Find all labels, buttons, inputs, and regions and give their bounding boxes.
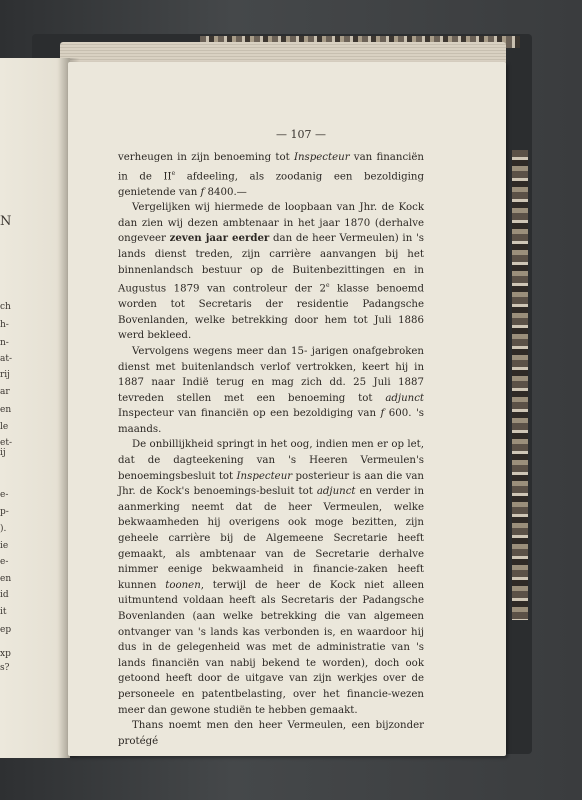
left-page-fragment: ie — [0, 541, 9, 551]
left-page-fragment: en — [0, 405, 12, 415]
left-page-fragment: e- — [0, 557, 9, 567]
left-page-fragment: et- — [0, 438, 12, 448]
left-page-fragment: p- — [0, 507, 9, 517]
left-page-fragment: at- — [0, 354, 13, 364]
left-page-fragment: ij — [0, 448, 6, 458]
left-page-fragment: le — [0, 422, 9, 432]
left-page-fragment: xp — [0, 649, 11, 659]
left-page-fragment: h- — [0, 320, 9, 330]
page-number: — 107 — — [276, 128, 326, 141]
paragraph: Vergelijken wij hiermede de loopbaan van Jhr. de Kock dan zien wij dezen ambtenaar in het jaar 1870 (derhalve ongeveer zeven jaar eerder dan de heer Vermeulen) in 's lands dienst treden, zijn carrière aanvangen bij het binnenlandsch bestuur op de Buitenbezittingen en in Augustus 1879 van controleur der 2e klasse benoemd worden tot Secretaris der residentie Padangsche Bovenlanden, welke betrekking door hem tot Juli 1886 werd bekleed. — [118, 202, 424, 342]
left-page-fragment: rij — [0, 370, 10, 380]
left-page-fragment: N — [0, 214, 12, 229]
left-page-fragment: n- — [0, 338, 9, 348]
page-body-text — [118, 150, 424, 749]
left-page-fragment: id — [0, 590, 9, 600]
left-page-fragment: ar — [0, 387, 10, 397]
left-page-fragment: ch — [0, 302, 11, 312]
left-page-fragment: en — [0, 574, 12, 584]
paragraph: Thans noemt men den heer Vermeulen, een bijzonder protégé — [118, 720, 424, 747]
left-page-fragment: e- — [0, 490, 9, 500]
left-page-fragment: ). — [0, 524, 7, 534]
paragraph: verheugen in zijn benoeming tot Inspecteur van financiën in de IIe afdeeling, als zoodanig een bezoldiging genietende van f 8400.— — [118, 152, 424, 198]
paragraph: Vervolgens wegens meer dan 15- jarigen onafgebroken dienst met buitenlandsch verlof vertrokken, keert hij in 1887 naar Indië terug en mag zich dd. 25 Juli 1887 tevreden stellen met een benoeming tot adjunct Inspecteur van financiën op een bezoldiging van f 600. 's maands. — [118, 345, 424, 435]
paragraph: De onbillijkheid springt in het oog, indien men er op let, dat de dagteekening van 's Heeren Vermeulen's benoemingsbesluit tot Inspecteur posterieur is aan die van Jhr. de Kock's benoemings-besluit tot adjunct en verder in aanmerking neemt dat de heer Vermeulen, welke bekwaamheden hij overigens ook moge bezitten, zijn geheele carrière bij de Algemeene Secretarie heeft gemaakt, als ambtenaar van de Secretarie derhalve nimmer eenige bekwaamheid in financie-zaken heeft kunnen toonen, terwijl de heer de Kock niet alleen uitmuntend voldaan heeft als Secretaris der Padangsche Bovenlanden (aan welke betrekking die van algemeen ontvanger van 's lands kas verbonden is, en waardoor hij dus in de gelegenheid was met de administratie van 's lands financiën van nabij bekend te worden), doch ook getoond heeft door de uitgave van zijn werkjes over de personeele en patentbelasting, over het financie-wezen meer dan gewone studiën te hebben gemaakt. — [118, 439, 425, 716]
left-page-fragment: ep — [0, 625, 12, 635]
left-page-fragment: s? — [0, 663, 10, 673]
marbled-edge-right — [512, 150, 528, 620]
left-page-fragment: it — [0, 607, 7, 617]
